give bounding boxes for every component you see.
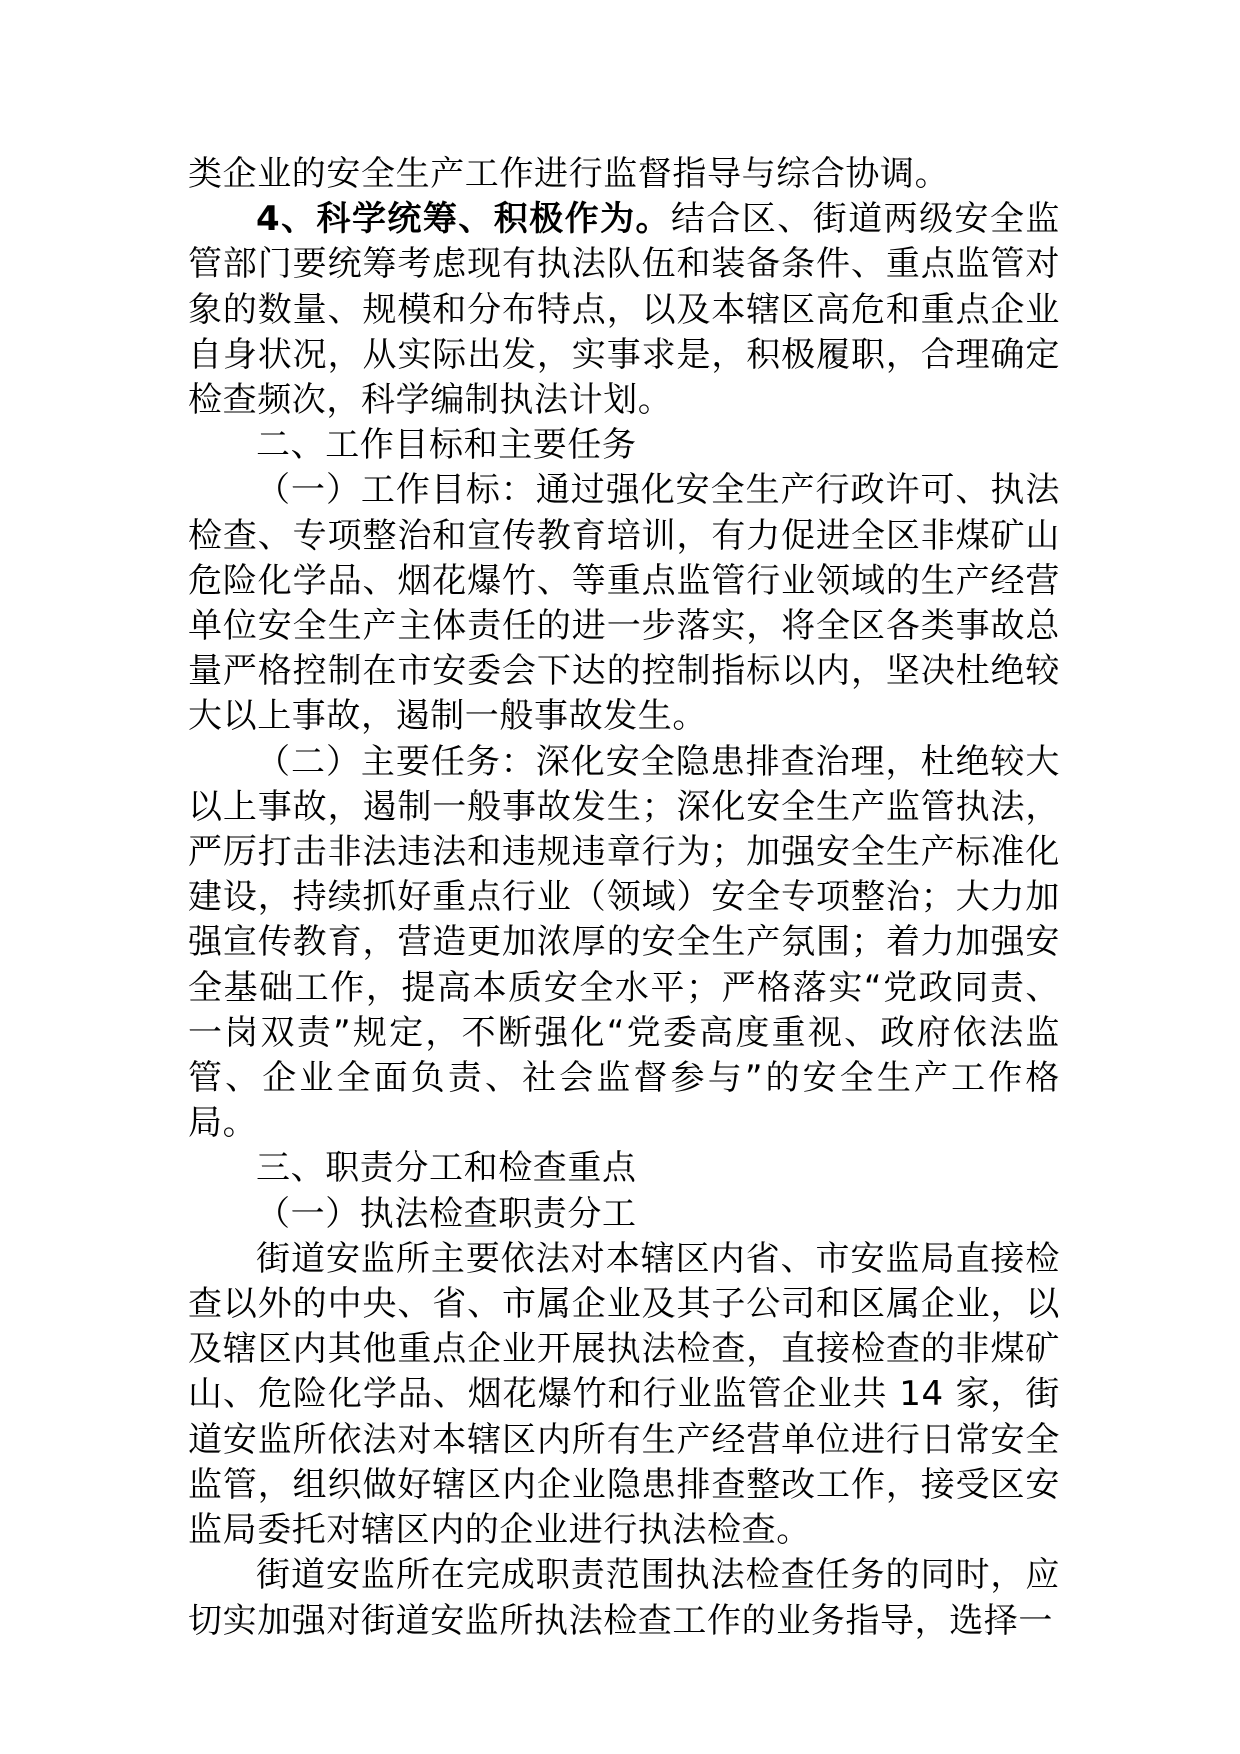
paragraph-duties: 街道安监所主要依法对本辖区内省、市安监局直接检查以外的中央、省、市属企业及其子公司和区属企业，以及辖区内其他重点企业开展执法检查，直接检查的非煤矿山、危险化学品、烟花爆竹和行业监管企业共 14 家，街道安监所依法对本辖区内所有生产经营单位进行日常安全监管，组织做好辖区内企业隐患排查整改工作，接受区安监局委托对辖区内的企业进行执法检查。 <box>188 1238 1060 1551</box>
section-heading-3: 三、职责分工和检查重点 <box>256 1148 637 1189</box>
paragraph-guidance: 街道安监所在完成职责范围执法检查任务的同时，应切实加强对街道安监所执法检查工作的业务指导，选择一 <box>188 1555 1060 1641</box>
item-4-body: 结合区、街道两级安全监管部门要统筹考虑现有执法队伍和装备条件、重点监管对象的数量、规模和分布特点，以及本辖区高危和重点企业自身状况，从实际出发，实事求是，积极履职，合理确定检查频次，科学编制执法计划。 <box>188 199 1060 421</box>
document-page <box>188 152 1060 1644</box>
item-4-heading: 4、科学统筹、积极作为。 <box>256 199 671 240</box>
section-heading-2: 二、工作目标和主要任务 <box>256 425 637 466</box>
paragraph-main-tasks: （二）主要任务：深化安全隐患排查治理，杜绝较大以上事故，遏制一般事故发生；深化安全生产监管执法，严厉打击非法违法和违规违章行为；加强安全生产标准化建设，持续抓好重点行业（领域）安全专项整治；大力加强宣传教育，营造更加浓厚的安全生产氛围；着力加强安全基础工作，提高本质安全水平；严格落实“党政同责、一岗双责”规定，不断强化“党委高度重视、政府依法监管、企业全面负责、社会监督参与”的安全生产工作格局。 <box>188 741 1060 1144</box>
paragraph-work-goals: （一）工作目标：通过强化安全生产行政许可、执法检查、专项整治和宣传教育培训，有力促进全区非煤矿山危险化学品、烟花爆竹、等重点监管行业领域的生产经营单位安全生产主体责任的进一步落实，将全区各类事故总量严格控制在市安委会下达的控制指标以内，坚决杜绝较大以上事故，遏制一般事故发生。 <box>188 470 1060 737</box>
paragraph-continuation: 类企业的安全生产工作进行监督指导与综合协调。 <box>188 154 950 194</box>
subsection-heading-1: （一）执法检查职责分工 <box>256 1193 637 1234</box>
paragraph-item-4 <box>188 197 1060 423</box>
